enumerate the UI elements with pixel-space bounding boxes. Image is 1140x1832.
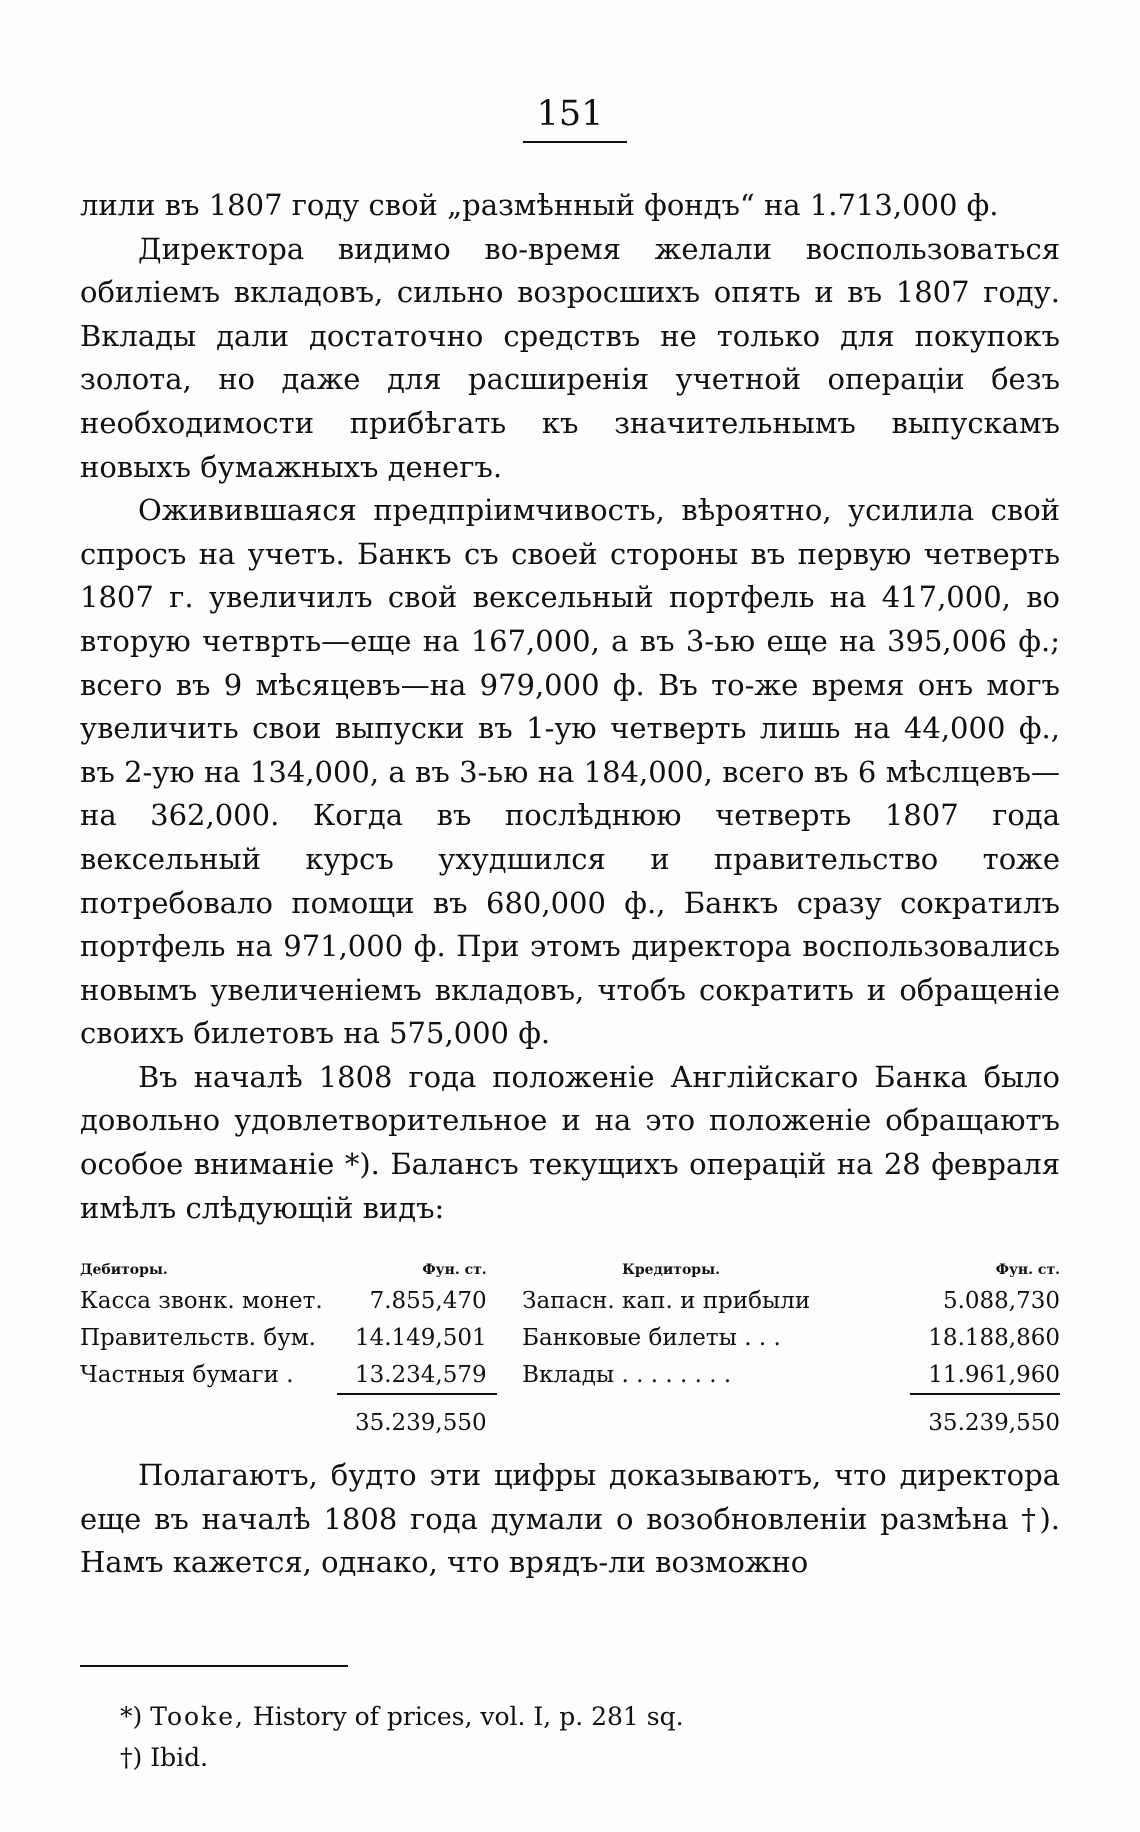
credit-header: Кредиторы. — [622, 1262, 720, 1278]
footnote-mark: †) — [120, 1743, 143, 1772]
paragraph-deposits: Директора видимо во-время желали воспользоваться обиліемъ вкладовъ, сильно возросшихъ опять и въ 1807 году. Вклады дали достаточно средствъ не только для покупокъ золота, но даже для расширенія учетной операціи безъ необходимости прибѣгать къ значительнымъ выпускамъ новыхъ бумажныхъ денегъ. — [80, 231, 1060, 484]
credit-value: 5.088,730 — [942, 1287, 1060, 1314]
balance-row — [80, 1282, 1060, 1319]
footnote-mark: *) — [120, 1702, 143, 1731]
paragraph-continuation: лили въ 1807 году свой „размѣнный фондъ“ на 1.713,000 ф. — [80, 188, 999, 222]
debit-value: 13.234,579 — [354, 1361, 487, 1388]
debit-total: 35.239,550 — [337, 1394, 497, 1441]
balance-row — [80, 1319, 1060, 1356]
balance-header-row — [80, 1258, 1060, 1282]
debit-label: Касса звонк. монет. — [80, 1287, 323, 1314]
debit-label: Частныя бумаги . — [80, 1362, 294, 1388]
balance-sheet-table — [80, 1258, 1060, 1441]
credit-value: 11.961,960 — [928, 1361, 1060, 1388]
credit-label: Запасн. кап. и прибыли — [522, 1287, 811, 1314]
credit-label: Вклады . . . . . . . . — [522, 1362, 732, 1388]
footnote — [120, 1737, 1020, 1778]
balance-row — [80, 1356, 1060, 1394]
debit-unit: Фун. ст. — [422, 1262, 487, 1278]
debit-label: Правительств. бум. — [80, 1324, 316, 1351]
footnotes — [120, 1696, 1020, 1778]
debit-header: Дебиторы. — [80, 1262, 168, 1278]
paragraph-resumption: Полагаютъ, будто эти цифры доказываютъ, что директора еще въ началѣ 1808 года думали о возобновленіи размѣна †). Намъ кажется, однако, что врядъ-ли возможно — [80, 1458, 1060, 1580]
balance-total-row — [80, 1394, 1060, 1441]
body-text-before-table — [80, 184, 1060, 1230]
footnote-text: Ibid. — [150, 1743, 209, 1772]
credit-unit: Фун. ст. — [995, 1262, 1060, 1278]
footnote-author: Tooke, — [150, 1702, 245, 1731]
paragraph-discount: Оживившаяся предпріимчивость, вѣроятно, усилила свой спросъ на учетъ. Банкъ съ своей стороны въ первую четверть 1807 г. увеличилъ свой вексельный портфель на 417,000, во вторую четврть—еще на 167,000, а въ 3-ью еще на 395,006 ф.; всего въ 9 мѣсяцевъ—на 979,000 ф. Въ то-же время онъ могъ увеличить свои выпуски въ 1-ую четверть лишь на 44,000 ф., въ 2-ую на 134,000, а въ 3-ью на 184,000, всего въ 6 мѣслцевъ—на 362,000. Когда въ послѣднюю четверть 1807 года вексельный курсъ ухудшился и правительство тоже потребовало помощи въ 680,000 ф., Банкъ сразу сократилъ портфель на 971,000 ф. При этомъ директора воспользовались новымъ увеличеніемъ вкладовъ, чтобъ сократить и обращеніе своихъ билетовъ на 575,000 ф. — [80, 493, 1060, 1051]
paragraph-1808-position: Въ началѣ 1808 года положеніе Англійскаго Банка было довольно удовлетворительное и на это положеніе обращаютъ особое вниманіе *). Балансъ текущихъ операцій на 28 февраля имѣлъ слѣдующій видъ: — [80, 1059, 1060, 1225]
debit-value: 14.149,501 — [354, 1324, 487, 1351]
page-number-rule — [523, 141, 627, 143]
credit-total: 35.239,550 — [910, 1394, 1060, 1441]
credit-value: 18.188,860 — [928, 1324, 1060, 1351]
page-number: 151 — [536, 94, 604, 134]
body-text-after-table — [80, 1454, 1060, 1585]
footnote — [120, 1696, 1020, 1737]
footnote-rule — [80, 1665, 348, 1667]
debit-value: 7.855,470 — [369, 1287, 487, 1314]
credit-label: Банковые билеты . . . — [522, 1324, 781, 1351]
footnote-text: History of prices, vol. I, p. 281 sq. — [252, 1702, 684, 1731]
